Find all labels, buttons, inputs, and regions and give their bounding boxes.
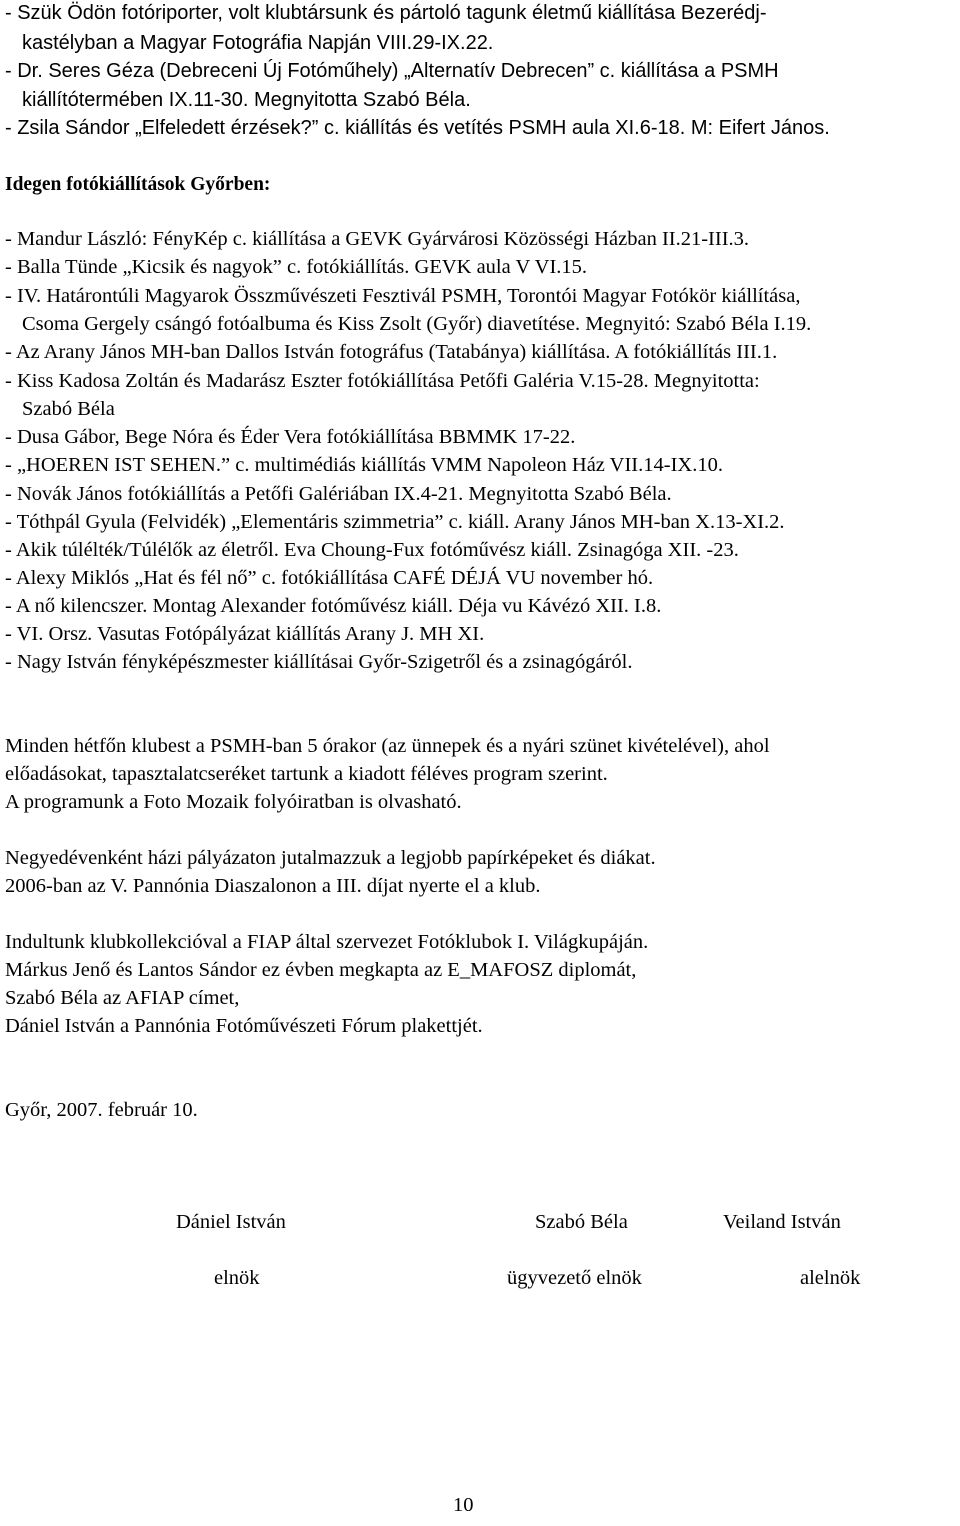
list-item: - Szük Ödön fotóriporter, volt klubtársunk és pártoló tagunk életmű kiállítása Bezerédj-	[5, 2, 767, 24]
list-item: kastélyban a Magyar Fotográfia Napján VIII.29-IX.22.	[22, 32, 494, 54]
paragraph-line: előadásokat, tapasztalatcseréket tartunk a kiadott féléves program szerint.	[5, 763, 608, 785]
list-item: - IV. Határontúli Magyarok Összművészeti Fesztivál PSMH, Torontói Magyar Fotókör kiállítása,	[5, 285, 801, 307]
paragraph-line: Minden hétfőn klubest a PSMH-ban 5 órakor (az ünnepek és a nyári szünet kivételével), ahol	[5, 735, 770, 757]
list-item: - Dr. Seres Géza (Debreceni Új Fotóműhely) „Alternatív Debrecen” c. kiállítása a PSMH	[5, 60, 779, 82]
section-heading: Idegen fotókiállítások Győrben:	[5, 174, 271, 195]
signature-role: elnök	[214, 1267, 260, 1289]
list-item: Csoma Gergely csángó fotóalbuma és Kiss Zsolt (Győr) diavetítése. Megnyitó: Szabó Béla I.19.	[22, 313, 812, 335]
signature-role: ügyvezető elnök	[507, 1267, 642, 1289]
list-item: - Nagy István fényképészmester kiállításai Győr-Szigetről és a zsinagógáról.	[5, 651, 633, 673]
signature-name: Szabó Béla	[535, 1211, 628, 1233]
paragraph-line: Márkus Jenő és Lantos Sándor ez évben megkapta az E_MAFOSZ diplomát,	[5, 959, 637, 981]
list-item: - Mandur László: FényKép c. kiállítása a GEVK Gyárvárosi Közösségi Házban II.21-III.3.	[5, 228, 750, 250]
signature-name: Veiland István	[723, 1211, 841, 1233]
list-item: - „HOEREN IST SEHEN.” c. multimédiás kiállítás VMM Napoleon Ház VII.14-IX.10.	[5, 454, 723, 476]
paragraph-line: 2006-ban az V. Pannónia Diaszalonon a III. díjat nyerte el a klub.	[5, 875, 541, 897]
list-item: kiállítótermében IX.11-30. Megnyitotta Szabó Béla.	[22, 89, 471, 111]
list-item: - Az Arany János MH-ban Dallos István fotográfus (Tatabánya) kiállítása. A fotókiállítás III.1.	[5, 341, 778, 363]
paragraph-line: Negyedévenként házi pályázaton jutalmazzuk a legjobb papírképeket és diákat.	[5, 847, 656, 869]
paragraph-line: A programunk a Foto Mozaik folyóiratban is olvasható.	[5, 791, 462, 813]
paragraph-line: Dániel István a Pannónia Fotóművészeti Fórum plakettjét.	[5, 1015, 483, 1037]
list-item: Szabó Béla	[22, 398, 115, 420]
list-item: - Dusa Gábor, Bege Nóra és Éder Vera fotókiállítása BBMMK 17-22.	[5, 426, 576, 448]
list-item: - Akik túlélték/Túlélők az életről. Eva Choung-Fux fotóművész kiáll. Zsinagóga XII. -23.	[5, 539, 739, 561]
list-item: - A nő kilencszer. Montag Alexander fotóművész kiáll. Déja vu Kávézó XII. I.8.	[5, 595, 662, 617]
list-item: - Alexy Miklós „Hat és fél nő” c. fotókiállítása CAFÉ DÉJÁ VU november hó.	[5, 567, 654, 589]
paragraph-line: Szabó Béla az AFIAP címet,	[5, 987, 240, 1009]
paragraph-line: Indultunk klubkollekcióval a FIAP által szervezet Fotóklubok I. Világkupáján.	[5, 931, 649, 953]
list-item: - Balla Tünde „Kicsik és nagyok” c. fotókiállítás. GEVK aula V VI.15.	[5, 256, 588, 278]
list-item: - Zsila Sándor „Elfeledett érzések?” c. kiállítás és vetítés PSMH aula XI.6-18. M: Eifert János.	[5, 117, 830, 139]
signature-name: Dániel István	[176, 1211, 286, 1233]
date-line: Győr, 2007. február 10.	[5, 1099, 198, 1121]
list-item: - Kiss Kadosa Zoltán és Madarász Eszter fotókiállítása Petőfi Galéria V.15-28. Megnyitotta:	[5, 370, 760, 392]
list-item: - VI. Orsz. Vasutas Fotópályázat kiállítás Arany J. MH XI.	[5, 623, 485, 645]
page-number: 10	[453, 1494, 474, 1516]
signature-role: alelnök	[800, 1267, 861, 1289]
list-item: - Tóthpál Gyula (Felvidék) „Elementáris szimmetria” c. kiáll. Arany János MH-ban X.13-XI.2.	[5, 511, 785, 533]
list-item: - Novák János fotókiállítás a Petőfi Galériában IX.4-21. Megnyitotta Szabó Béla.	[5, 483, 672, 505]
